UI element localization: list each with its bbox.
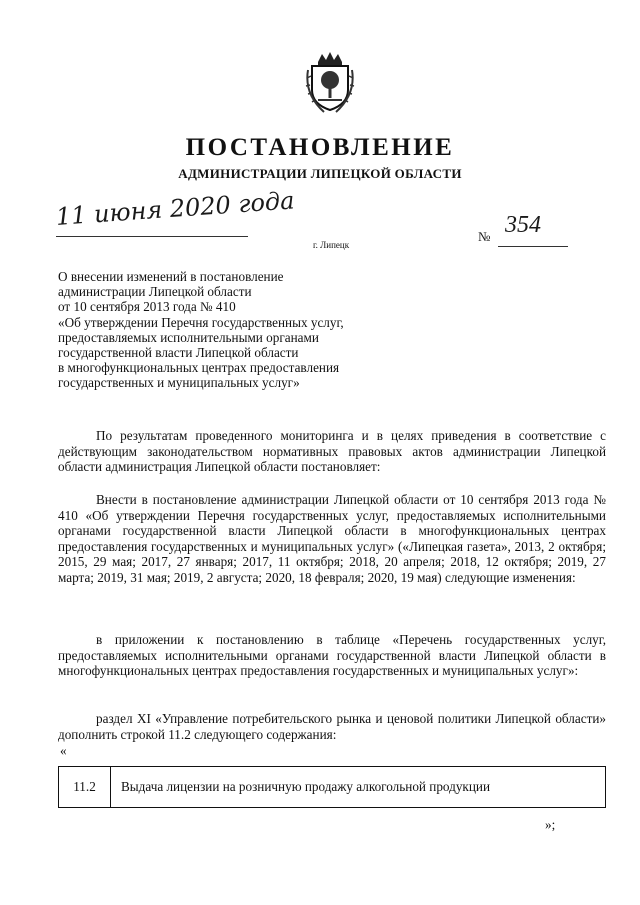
paragraph-appendix: в приложении к постановлению в таблице «Перечень государственных услуг, предоставляемых исполнительными органами государственной власти Липецкой области в многофункциональных центрах предоставления государственных и муниципальных услуг»:	[58, 632, 606, 679]
paragraph-section: раздел XI «Управление потребительского рынка и ценовой политики Липецкой области» дополнить строкой 11.2 следующего содержания:	[58, 711, 606, 742]
heading-line: «Об утверждении Перечня государственных услуг,	[58, 314, 344, 330]
heading-line: от 10 сентября 2013 года № 410	[58, 299, 236, 315]
heading-line: О внесении изменений в постановление	[58, 269, 284, 284]
city-label: г. Липецк	[313, 240, 350, 250]
coat-of-arms-icon	[304, 50, 356, 116]
table-row-text: Выдача лицензии на розничную продажу алкогольной продукции	[121, 779, 491, 794]
paragraph-preamble: По результатам проведенного мониторинга и в целях приведения в соответствие с действующим законодательством нормативных правовых актов администрации Липецкой области администрация Липецкой области постановляет:	[58, 428, 606, 475]
close-quote: »;	[545, 817, 556, 832]
document-heading	[58, 269, 478, 391]
number-underline	[498, 246, 568, 247]
number-label: №	[478, 229, 491, 244]
open-quote: «	[60, 743, 67, 758]
heading-line: государственных и муниципальных услуг»	[58, 375, 300, 391]
document-subtitle: АДМИНИСТРАЦИИ ЛИПЕЦКОЙ ОБЛАСТИ	[178, 166, 462, 181]
date-underline	[56, 236, 248, 237]
table-row-number: 11.2	[59, 767, 111, 807]
heading-line: государственной власти Липецкой области	[58, 345, 299, 361]
paragraph-amendment: Внести в постановление администрации Липецкой области от 10 сентября 2013 года № 410 «Об утверждении Перечня государственных услуг, предоставляемых исполнительными органами государственной власти Липецкой области в многофункциональных центрах предоставления государственных и муниципальных услуг» («Липецкая газета», 2013, 2 октября; 2015, 29 мая; 2017, 27 января; 2017, 11 октября; 2018, 20 апреля; 2018, 12 октября; 2019, 27 марта; 2019, 31 мая; 2019, 2 августа; 2020, 18 февраля; 2020, 19 мая) следующие изменения:	[58, 492, 606, 585]
document-title: ПОСТАНОВЛЕНИЕ	[185, 134, 455, 161]
handwritten-date: 11 июня 2020 года	[55, 186, 296, 231]
heading-line: администрации Липецкой области	[58, 284, 252, 300]
heading-line: предоставляемых исполнительными органами	[58, 329, 319, 345]
handwritten-number: 354	[505, 212, 541, 238]
heading-line: в многофункциональных центрах предоставления	[58, 360, 340, 376]
services-table	[58, 766, 606, 808]
